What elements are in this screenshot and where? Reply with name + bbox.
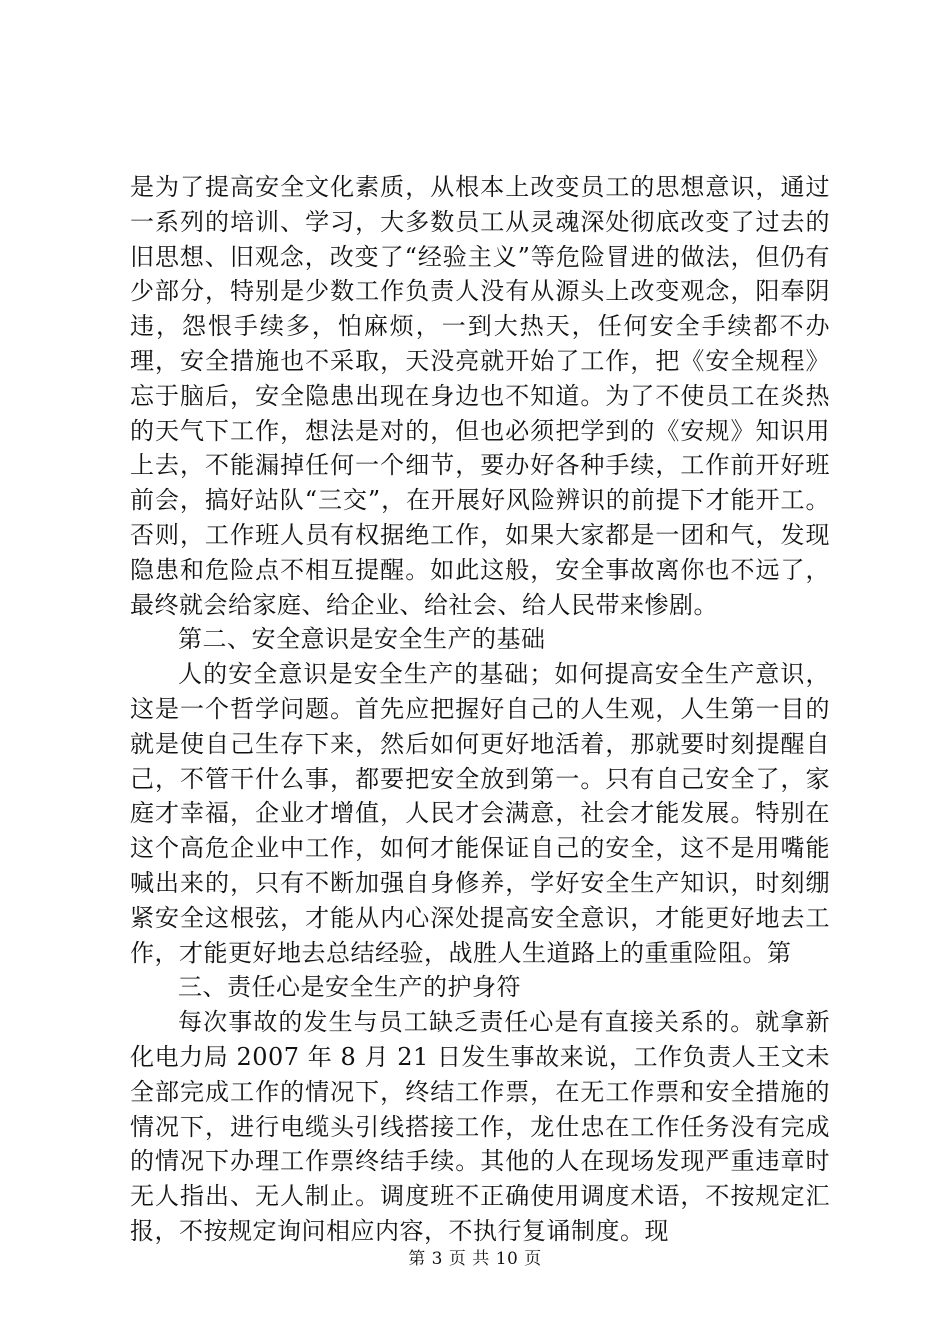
page-number-footer: 第 3 页 共 10 页	[408, 1249, 542, 1269]
paragraph-safety-awareness: 人的安全意识是安全生产的基础；如何提高安全生产意识，这是一个哲学问题。首先应把握好自己的人生观，人生第一目的就是使自己生存下来，然后如何更好地活着，那就要时刻提醒自己，不管干什么事，都要把安全放到第一。只有自己安全了，家庭才幸福，企业才增值，人民才会满意，社会才能发展。特别在这个高危企业中工作，如何才能保证自己的安全，这不是用嘴能喊出来的，只有不断加强自身修养，学好安全生产知识，时刻绷紧安全这根弦，才能从内心深处提高安全意识，才能更好地去工作，才能更好地去总结经验，战胜人生道路上的重重险阻。第	[130, 660, 830, 967]
section-heading-3: 三、责任心是安全生产的护身符	[178, 973, 521, 1002]
paragraph-continuation: 是为了提高安全文化素质，从根本上改变员工的思想意识，通过一系列的培训、学习，大多数员工从灵魂深处彻底改变了过去的旧思想、旧观念，改变了“经验主义”等危险冒进的做法，但仍有少部分，特别是少数工作负责人没有从源头上改变观念，阳奉阴违，怨恨手续多，怕麻烦，一到大热天，任何安全手续都不办理，安全措施也不采取，天没亮就开始了工作，把《安全规程》忘于脑后，安全隐患出现在身边也不知道。为了不使员工在炎热的天气下工作，想法是对的，但也必须把学到的《安规》知识用上去，不能漏掉任何一个细节，要办好各种手续，工作前开好班前会，搞好站队“三交”，在开展好风险辨识的前提下才能开工。否则，工作班人员有权据绝工作，如果大家都是一团和气，发现隐患和危险点不相互提醒。如此这般，安全事故离你也不远了，最终就会给家庭、给企业、给社会、给人民带来惨剧。	[130, 173, 830, 619]
paragraph-responsibility: 每次事故的发生与员工缺乏责任心是有直接关系的。就拿新化电力局 2007 年 8 月 21 日发生事故来说，工作负责人王文未全部完成工作的情况下，终结工作票，在无工作票和安全措施的情况下，进行电缆头引线搭接工作，龙仕忠在工作任务没有完成的情况下办理工作票终结手续。其他的人在现场发现严重违章时无人指出、无人制止。调度班不正确使用调度术语，不按规定汇报，不按规定询问相应内容，不执行复诵制度。现	[130, 1008, 830, 1245]
document-body	[130, 170, 830, 1249]
section-heading-2: 第二、安全意识是安全生产的基础	[178, 625, 546, 654]
